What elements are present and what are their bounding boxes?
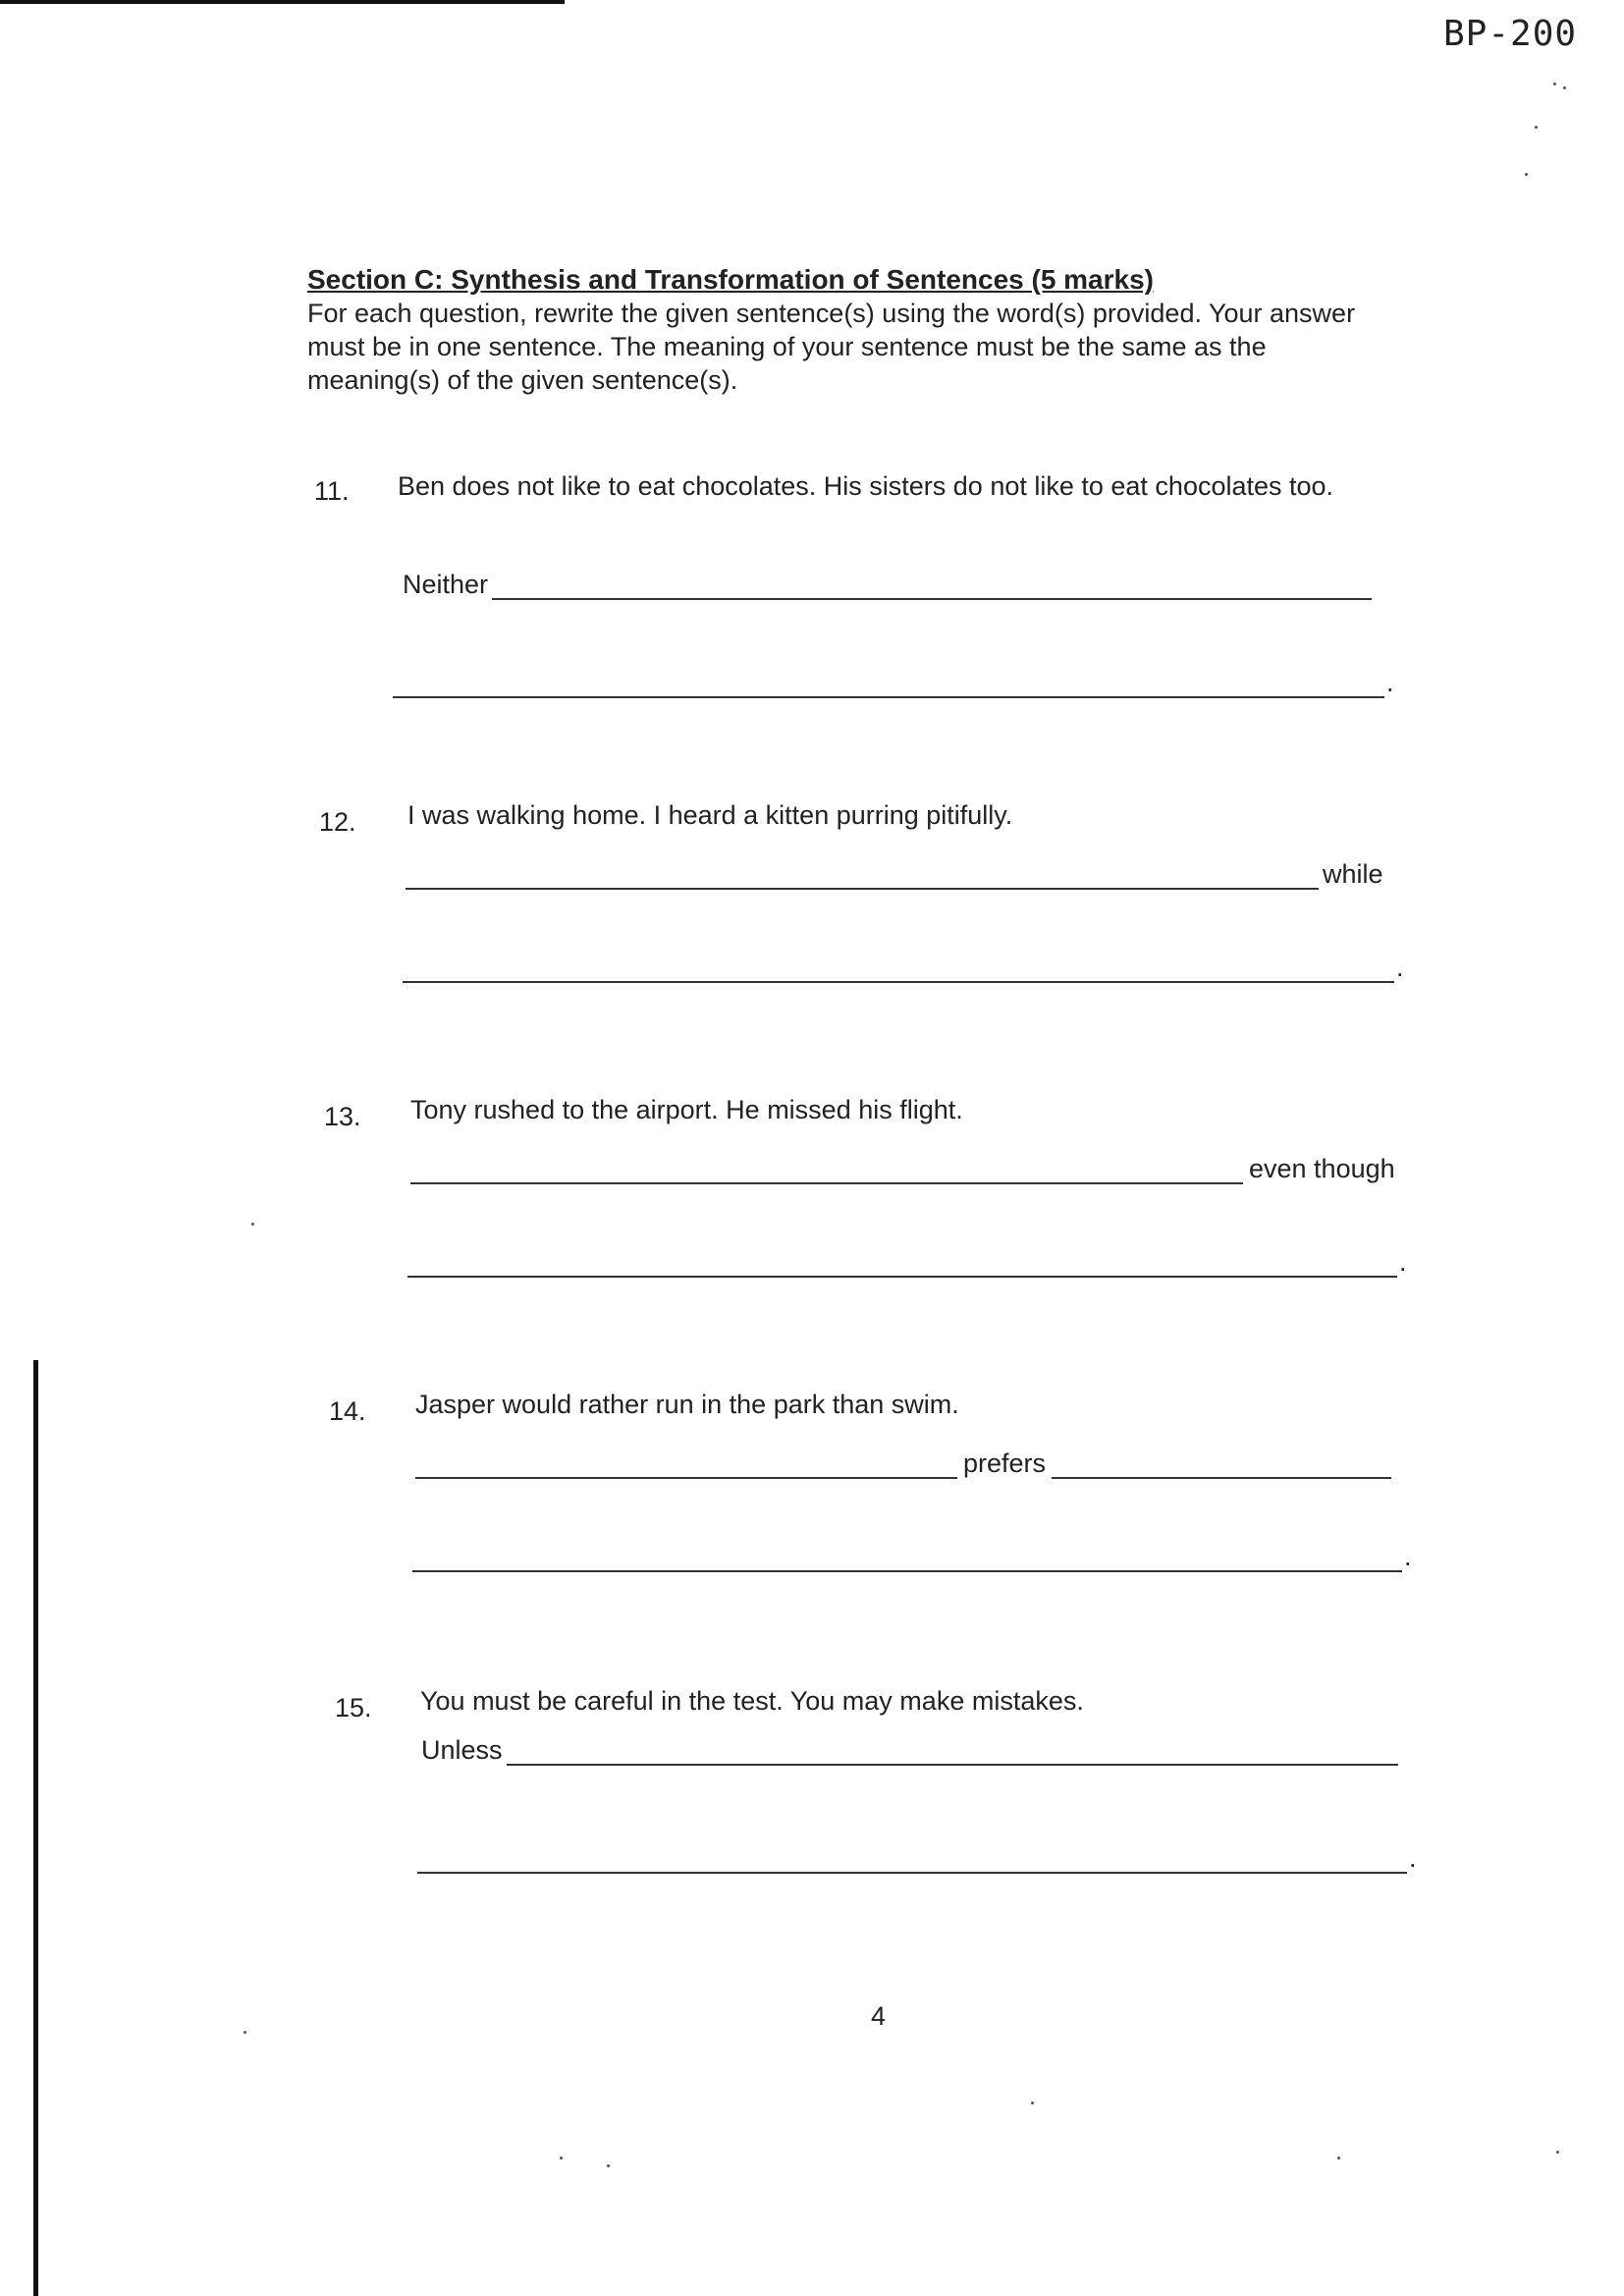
answer-prompt-continued bbox=[393, 668, 1394, 698]
keyword: Unless bbox=[421, 1735, 503, 1765]
scan-edge-left bbox=[33, 1360, 38, 2296]
question-14 bbox=[307, 1385, 1412, 1591]
scan-speck bbox=[244, 2031, 246, 2034]
answer-blank[interactable] bbox=[410, 1155, 1243, 1184]
end-mark: . bbox=[1386, 668, 1394, 697]
section-instructions: For each question, rewrite the given sentence(s) using the word(s) provided. Your answer must be in one sentence. The meaning of your sentence must be the same as the meaning(s) of the given sentence(s). bbox=[307, 299, 1356, 395]
question-15 bbox=[307, 1681, 1417, 1907]
scan-speck bbox=[1535, 126, 1538, 129]
answer-prompt bbox=[421, 1735, 1398, 1766]
question-number: 13. bbox=[324, 1102, 361, 1131]
scan-speck bbox=[1556, 2151, 1559, 2154]
answer-blank[interactable] bbox=[403, 954, 1394, 983]
scan-speck bbox=[1031, 2102, 1034, 2105]
answer-blank[interactable] bbox=[417, 1844, 1407, 1874]
answer-prompt-continued bbox=[417, 1843, 1417, 1874]
answer-prompt-continued bbox=[407, 1247, 1407, 1278]
question-number: 14. bbox=[329, 1396, 366, 1426]
page-number: 4 bbox=[871, 2001, 887, 2031]
question-text: I was walking home. I heard a kitten purring pitifully. bbox=[407, 800, 1013, 830]
question-number: 15. bbox=[335, 1693, 372, 1722]
scan-speck bbox=[560, 2157, 563, 2159]
answer-blank[interactable] bbox=[507, 1736, 1398, 1766]
answer-blank[interactable] bbox=[406, 860, 1319, 890]
question-12 bbox=[307, 795, 1407, 1002]
scan-speck bbox=[1563, 86, 1566, 89]
keyword: even though bbox=[1249, 1154, 1395, 1183]
question-11 bbox=[307, 466, 1407, 712]
question-number: 11. bbox=[314, 476, 350, 506]
keyword: prefers bbox=[963, 1449, 1047, 1478]
answer-prompt bbox=[403, 570, 1492, 600]
end-mark: . bbox=[1409, 1843, 1417, 1873]
answer-blank[interactable] bbox=[407, 1248, 1397, 1278]
answer-prompt-continued bbox=[412, 1542, 1412, 1572]
end-mark: . bbox=[1404, 1542, 1412, 1571]
question-text: Tony rushed to the airport. He missed his flight. bbox=[410, 1095, 963, 1124]
keyword: while bbox=[1323, 859, 1383, 889]
keyword: Neither bbox=[403, 570, 489, 599]
scan-speck bbox=[607, 2164, 610, 2167]
answer-blank[interactable] bbox=[1052, 1449, 1391, 1479]
end-mark: . bbox=[1396, 953, 1404, 982]
answer-blank[interactable] bbox=[415, 1449, 957, 1479]
answer-blank[interactable] bbox=[492, 571, 1372, 600]
question-number: 12. bbox=[319, 807, 356, 837]
scan-speck bbox=[251, 1223, 254, 1226]
question-text: Jasper would rather run in the park than swim. bbox=[415, 1390, 959, 1419]
answer-blank[interactable] bbox=[412, 1543, 1402, 1572]
answer-prompt bbox=[410, 1154, 1395, 1184]
section-header bbox=[307, 263, 1397, 397]
answer-blank[interactable] bbox=[393, 669, 1384, 698]
question-13 bbox=[307, 1090, 1407, 1296]
page-code: BP-200 bbox=[1443, 14, 1578, 54]
scan-edge-top bbox=[0, 0, 565, 4]
question-text: You must be careful in the test. You may make mistakes. bbox=[420, 1686, 1084, 1716]
section-title: Section C: Synthesis and Transformation of Sentences (5 marks) bbox=[307, 264, 1154, 295]
answer-prompt bbox=[415, 1449, 1391, 1479]
answer-prompt bbox=[406, 859, 1383, 890]
question-text: Ben does not like to eat chocolates. His sisters do not like to eat chocolates too. bbox=[398, 471, 1334, 501]
answer-prompt-continued bbox=[403, 953, 1404, 983]
scan-speck bbox=[1525, 173, 1528, 176]
scan-speck bbox=[1553, 82, 1556, 85]
end-mark: . bbox=[1399, 1247, 1407, 1277]
scan-speck bbox=[1337, 2157, 1340, 2159]
